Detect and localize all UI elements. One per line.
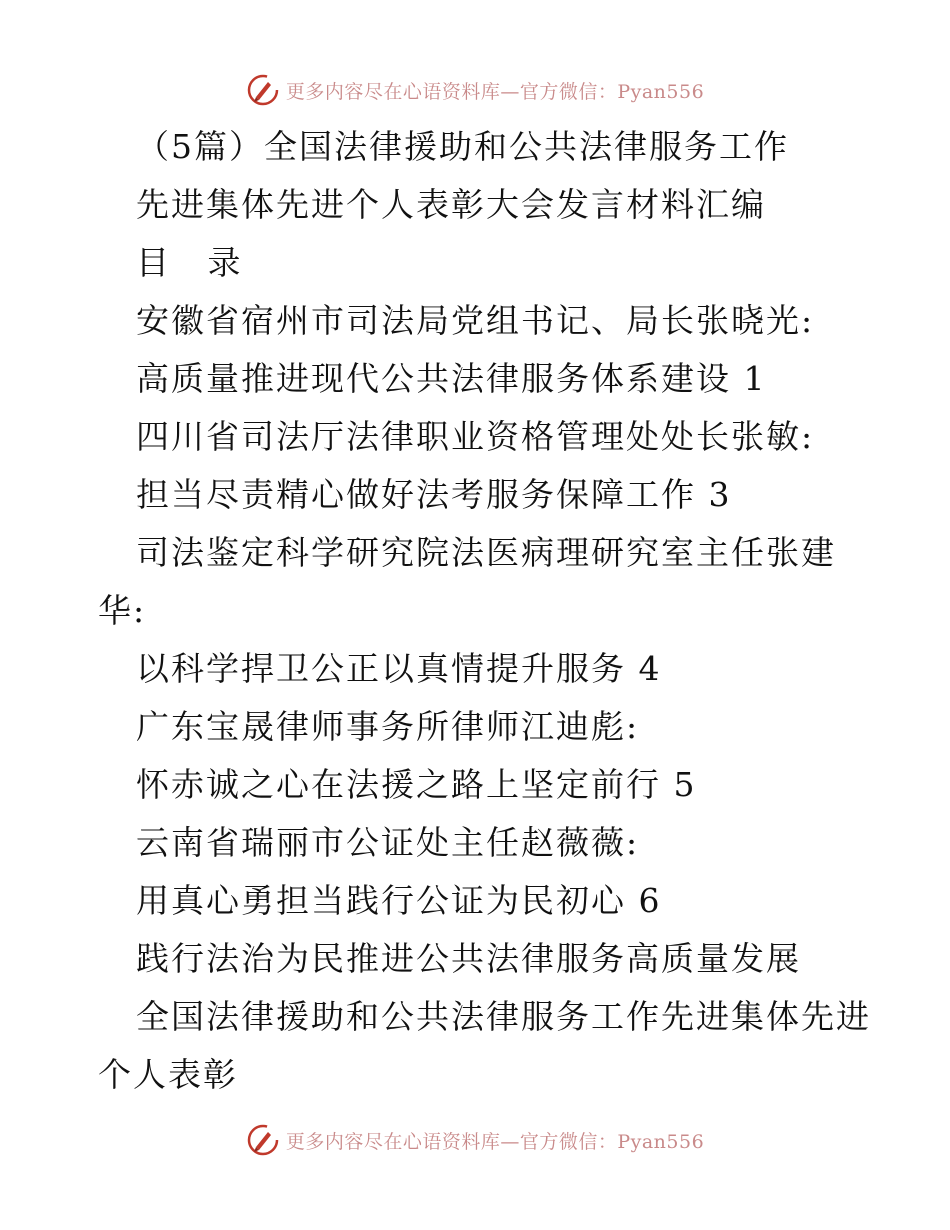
footer-watermark [0,1120,950,1160]
watermark-text: 更多内容尽在心语资料库—官方微信：Pyan556 [285,80,705,103]
header-watermark [0,70,950,110]
text-line: 安徽省宿州市司法局党组书记、局长张晓光: [136,301,815,340]
document-body [98,118,871,1104]
text-line: 广东宝晟律师事务所律师江迪彪: [136,707,640,746]
watermark-text: 更多内容尽在心语资料库—官方微信：Pyan556 [285,1130,705,1153]
text-line: 高质量推进现代公共法律服务体系建设 1 [136,359,767,398]
text-line: 用真心勇担当践行公证为民初心 6 [136,881,662,920]
text-line: 怀赤诚之心在法援之路上坚定前行 5 [136,765,697,804]
toc-heading: 目 录 [136,243,255,282]
text-line: 担当尽责精心做好法考服务保障工作 3 [136,475,732,514]
watermark-group [246,73,704,107]
pen-logo-icon [246,1123,280,1157]
text-line: 个人表彰 [98,1055,238,1094]
document-title-line: （5篇）全国法律援助和公共法律服务工作 [136,127,789,166]
text-line: 司法鉴定科学研究院法医病理研究室主任张建 [136,533,836,572]
document-title-line: 先进集体先进个人表彰大会发言材料汇编 [136,185,766,224]
text-line: 践行法治为民推进公共法律服务高质量发展 [136,939,801,978]
watermark-group [246,1123,704,1157]
text-line: 四川省司法厅法律职业资格管理处处长张敏: [136,417,815,456]
text-line: 全国法律援助和公共法律服务工作先进集体先进 [136,997,871,1036]
text-line: 以科学捍卫公正以真情提升服务 4 [136,649,662,688]
text-line: 云南省瑞丽市公证处主任赵薇薇: [136,823,640,862]
text-line: 华: [98,591,147,630]
pen-logo-icon [246,73,280,107]
